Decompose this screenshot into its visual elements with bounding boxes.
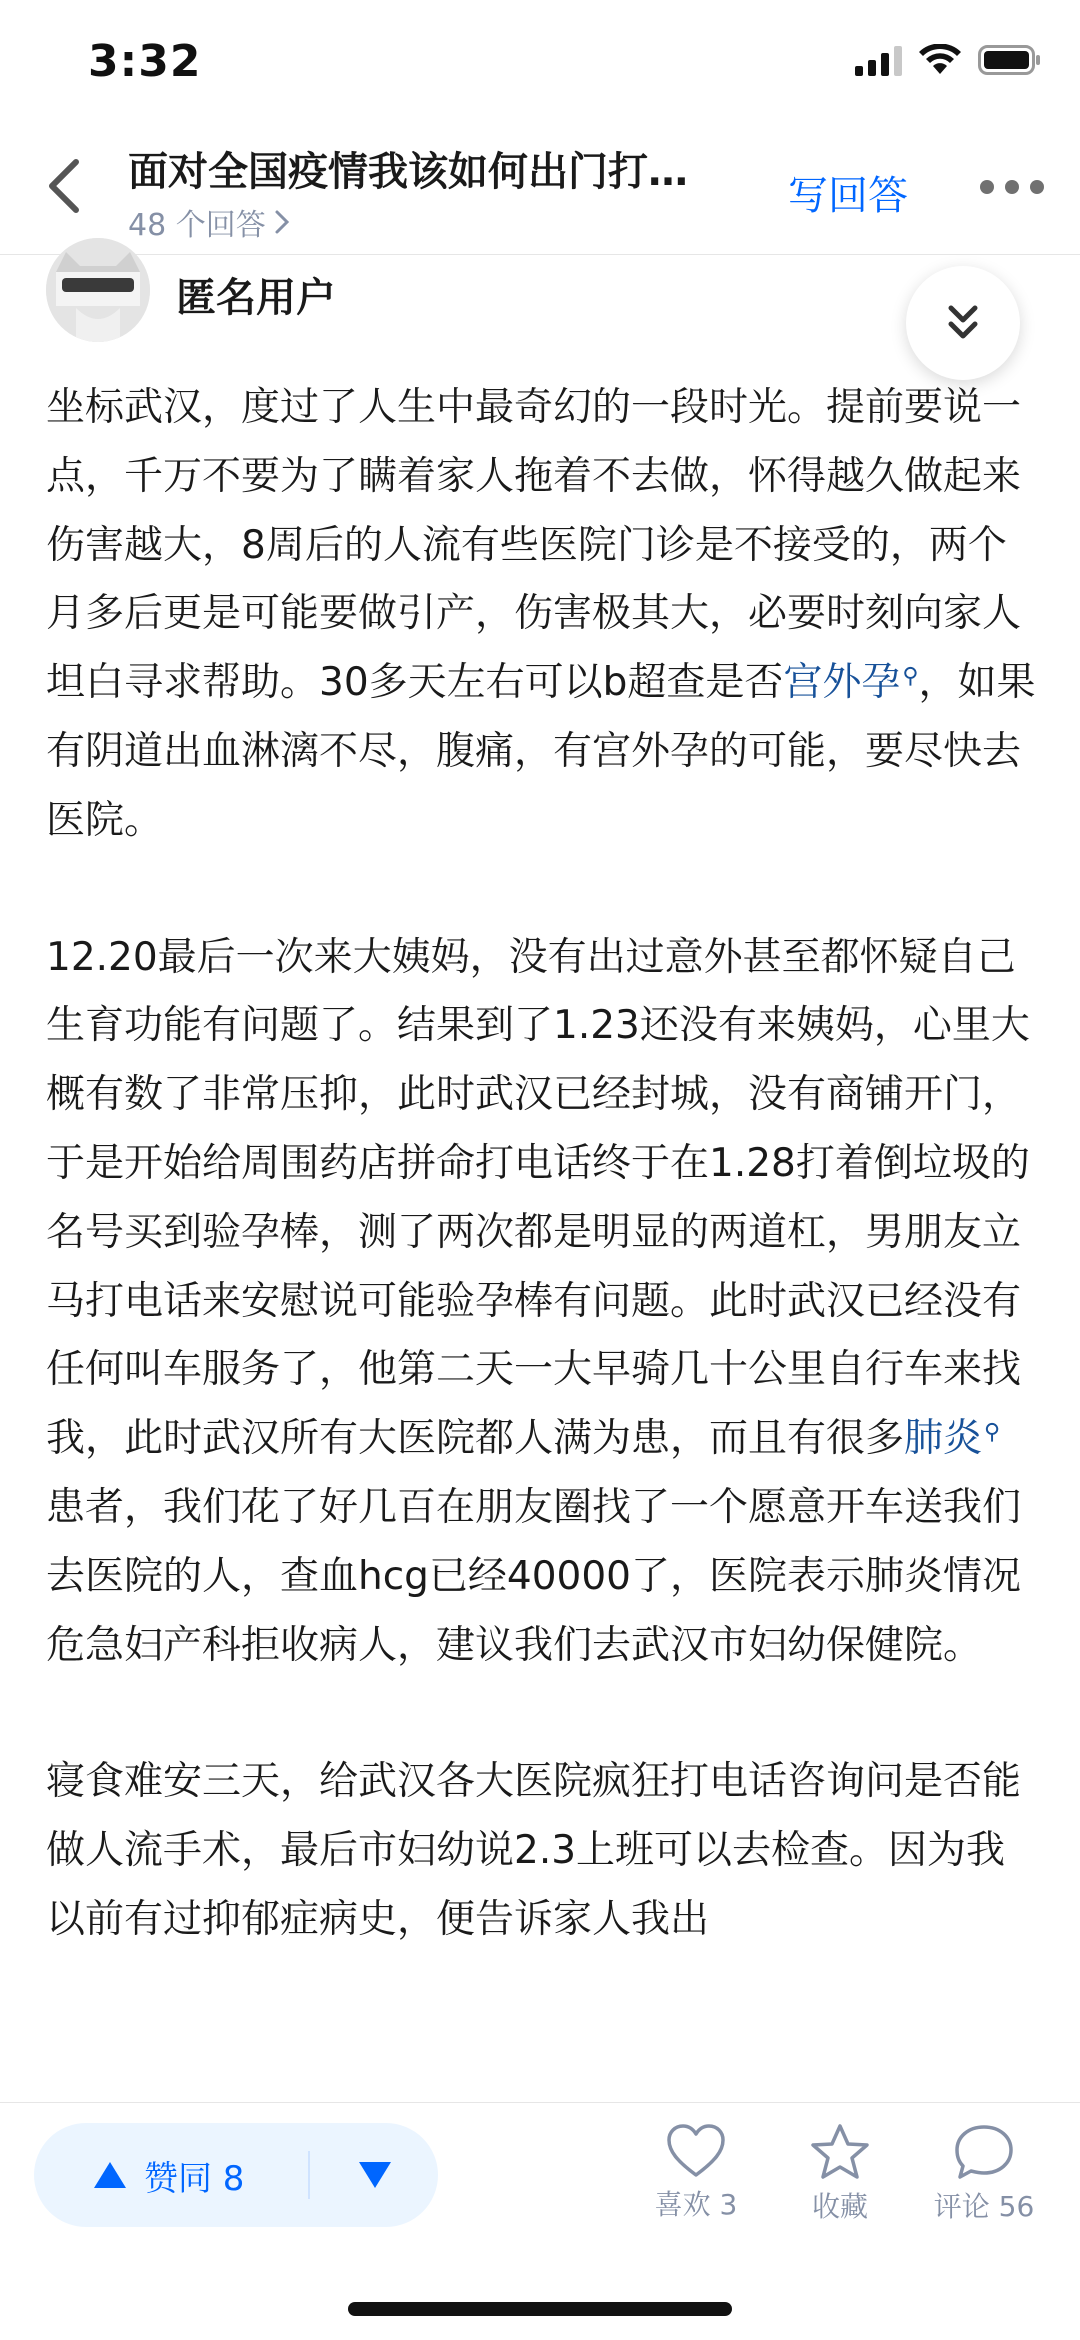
answer-count-link[interactable] (128, 200, 290, 244)
comment-label: 评论 56 (933, 2190, 1035, 2223)
answer-content (46, 374, 1036, 2023)
answer-paragraph: 12.20最后一次来大姨妈，没有出过意外甚至都怀疑自己生育功能有问题了。结果到了1.23还没有来姨妈，心里大概有数了非常压抑，此时武汉已经封城，没有商铺开门，于是开始给周围药店拼命打电话终于在1.28打着倒垃圾的名号买到验孕棒，测了两次都是明显的两道杠，男朋友立马打电话来安慰说可能验孕棒有问题。此时武汉已经没有任何叫车服务了，他第二天一大早骑几十公里自行车来找我，此时武汉所有大医院都人满为患，而且有很多肺炎⚲患者，我们花了好几百在朋友圈找了一个愿意开车送我们去医院的人，查血hcg已经40000了，医院表示肺炎情况危急妇产科拒收病人，建议我们去武汉市妇幼保健院。 (46, 934, 1030, 1668)
search-icon: ⚲ (902, 664, 919, 690)
answer-count: 48 个回答 (128, 208, 266, 243)
collect-button[interactable] (780, 2123, 900, 2225)
keyword-link[interactable]: 肺炎⚲ (904, 1416, 1001, 1462)
home-indicator[interactable] (348, 2302, 732, 2316)
collect-label: 收藏 (811, 2190, 868, 2223)
vote-divider (308, 2151, 310, 2199)
status-time: 3:32 (88, 36, 202, 87)
avatar[interactable] (46, 238, 150, 342)
double-chevron-down-icon (946, 303, 980, 343)
star-icon (809, 2123, 871, 2181)
triangle-up-icon (92, 2160, 128, 2190)
heart-icon (665, 2123, 727, 2179)
collapse-answer-button[interactable] (906, 266, 1020, 380)
write-answer-button[interactable]: 写回答 (788, 173, 908, 219)
search-icon: ⚲ (984, 1420, 1001, 1446)
triangle-down-icon (357, 2160, 393, 2190)
chevron-right-icon (274, 209, 290, 235)
question-title[interactable]: 面对全国疫情我该如何出门打… (128, 149, 688, 195)
keyword-link[interactable]: 宫外孕⚲ (783, 660, 919, 706)
vote-control (34, 2123, 438, 2227)
status-bar (0, 0, 1080, 120)
back-button[interactable] (36, 158, 92, 214)
chevron-left-icon (46, 158, 82, 214)
comment-button[interactable] (924, 2123, 1044, 2225)
like-label: 喜欢 3 (654, 2188, 738, 2221)
upvote-button[interactable] (34, 2123, 244, 2227)
question-header (0, 120, 1080, 255)
upvote-label: 赞同 8 (144, 2158, 245, 2199)
downvote-button[interactable] (330, 2123, 420, 2227)
more-options-icon[interactable] (980, 172, 1044, 202)
answer-paragraph: 坐标武汉，度过了人生中最奇幻的一段时光。提前要说一点，千万不要为了瞒着家人拖着不去做，怀得越久做起来伤害越大，8周后的人流有些医院门诊是不接受的，两个月多后更是可能要做引产，伤害极其大，必要时刻向家人坦白寻求帮助。30多天左右可以b超查是否宫外孕⚲，如果有阴道出血淋漓不尽，腹痛，有宫外孕的可能，要尽快去医院。 (46, 385, 1036, 843)
author-name[interactable]: 匿名用户 (176, 275, 336, 321)
wifi-icon (918, 44, 962, 76)
like-button[interactable] (636, 2123, 756, 2223)
status-icons (855, 44, 1042, 76)
cellular-signal-icon (855, 44, 902, 76)
answer-paragraph: 寝食难安三天，给武汉各大医院疯狂打电话咨询问是否能做人流手术，最后市妇幼说2.3上班可以去检查。因为我以前有过抑郁症病史，便告诉家人我出 (46, 1759, 1022, 1942)
anonymous-avatar-icon (46, 238, 150, 342)
battery-icon (978, 44, 1042, 76)
comment-bubble-icon (953, 2123, 1015, 2181)
